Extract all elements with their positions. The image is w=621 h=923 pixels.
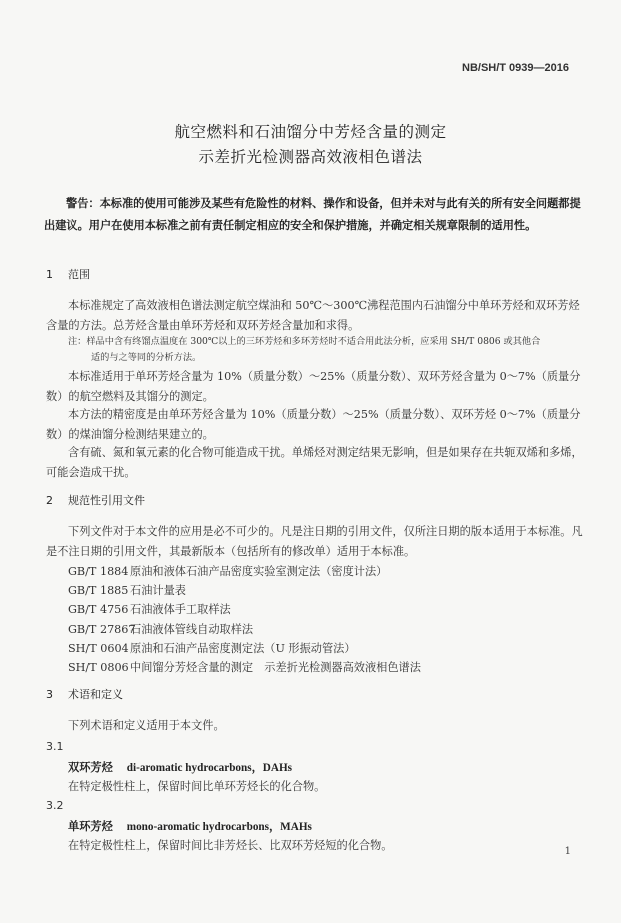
- section-1-heading: [46, 266, 90, 282]
- reference-title: 原油和石油产品密度测定法（U 形振动管法）: [130, 641, 356, 655]
- section-2-intro: 下列文件对于本文件的应用是必不可少的。凡是注日期的引用文件，仅所注日期的版本适用于本标准。凡是不注日期的引用文件，其最新版本（包括所有的修改单）适用于本标准。: [46, 525, 583, 558]
- reference-item: [68, 658, 421, 677]
- reference-title: 中间馏分芳烃含量的测定 示差折光检测器高效液相色谱法: [130, 661, 421, 675]
- section-1-paragraph-4: 含有硫、氮和氧元素的化合物可能造成干扰。单烯烃对测定结果无影响，但是如果存在共轭双烯和多烯，可能会造成干扰。: [46, 446, 583, 479]
- warning-paragraph: 警告：本标准的使用可能涉及某些有危险性的材料、操作和设备，但并未对与此有关的所有安全问题都提出建议。用户在使用本标准之前有责任制定相应的安全和保护措施，并确定相关规章限制的适用性。: [44, 197, 581, 232]
- reference-item: [68, 562, 421, 581]
- section-3-intro: 下列术语和定义适用于本文件。: [68, 719, 225, 732]
- reference-code: GB/T 1884: [68, 565, 129, 578]
- reference-item: [68, 600, 421, 619]
- term-heading: [68, 818, 312, 834]
- reference-item: [68, 639, 421, 658]
- section-title: 规范性引用文件: [68, 494, 145, 507]
- term-definition: 在特定极性柱上，保留时间比单环芳烃长的化合物。: [68, 780, 326, 793]
- term-en: mono-aromatic hydrocarbons，MAHs: [126, 821, 312, 833]
- reference-code: SH/T 0604: [68, 641, 129, 655]
- section-number: 1: [46, 268, 53, 281]
- page-number: 1: [564, 846, 571, 857]
- note-text-1: 样品中含有终馏点温度在 300℃以上的三环芳烃和多环芳烃时不适合用此法分析，应采用 SH/T 0806 或其他合: [86, 336, 541, 347]
- title-line-1: 航空燃料和石油馏分中芳烃含量的测定: [174, 123, 447, 141]
- section-number: 2: [46, 494, 53, 507]
- reference-item: [68, 620, 421, 639]
- reference-title: 石油计量表: [130, 584, 186, 598]
- reference-code: SH/T 0806: [68, 661, 129, 675]
- section-title: 术语和定义: [68, 688, 123, 701]
- reference-code: GB/T 1885: [68, 584, 129, 598]
- reference-code: GB/T 27867: [68, 622, 136, 636]
- reference-code: GB/T 4756: [68, 603, 129, 617]
- reference-title: 石油液体管线自动取样法: [130, 622, 254, 636]
- section-title: 范围: [68, 268, 90, 281]
- section-1-paragraph-2: 本标准适用于单环芳烃含量为 10%（质量分数）～25%（质量分数）、双环芳烃含量为 0～7%（质量分数）的航空燃料及其馏分的测定。: [46, 370, 581, 403]
- section-1-paragraph-1: 本标准规定了高效液相色谱法测定航空煤油和 50℃～300℃沸程范围内石油馏分中单环芳烃和双环芳烃含量的方法。总芳烃含量由单环芳烃和双环芳烃含量加和求得。: [46, 299, 580, 332]
- term-en: di-aromatic hydrocarbons，DAHs: [126, 762, 292, 774]
- note-text-2: 适的与之等同的分析方法。: [91, 352, 202, 363]
- section-2-heading: [46, 492, 145, 508]
- reference-title: 石油液体手工取样法: [130, 603, 231, 617]
- reference-list: [68, 562, 421, 677]
- term-zh: 双环芳烃: [68, 760, 113, 774]
- section-1-paragraph-3: 本方法的精密度是由单环芳烃含量为 10%（质量分数）～25%（质量分数）、双环芳烃 0～7%（质量分数）的煤油馏分检测结果建立的。: [46, 408, 581, 441]
- term-number: 3.1: [46, 740, 64, 753]
- section-number: 3: [46, 688, 53, 701]
- title-line-2: 示差折光检测器高效液相色谱法: [198, 148, 423, 166]
- section-3-heading: [46, 686, 123, 702]
- term-zh: 单环芳烃: [68, 819, 113, 833]
- term-number: 3.2: [46, 799, 64, 812]
- reference-title: 原油和液体石油产品密度实验室测定法（密度计法）: [130, 565, 388, 578]
- standard-code: NB/SH/T 0939—2016: [462, 62, 569, 74]
- term-definition: 在特定极性柱上，保留时间比非芳烃长、比双环芳烃短的化合物。: [68, 839, 393, 852]
- note-label: 注：: [68, 336, 87, 347]
- section-1-note: [68, 334, 584, 366]
- term-heading: [68, 759, 292, 775]
- reference-item: [68, 581, 421, 600]
